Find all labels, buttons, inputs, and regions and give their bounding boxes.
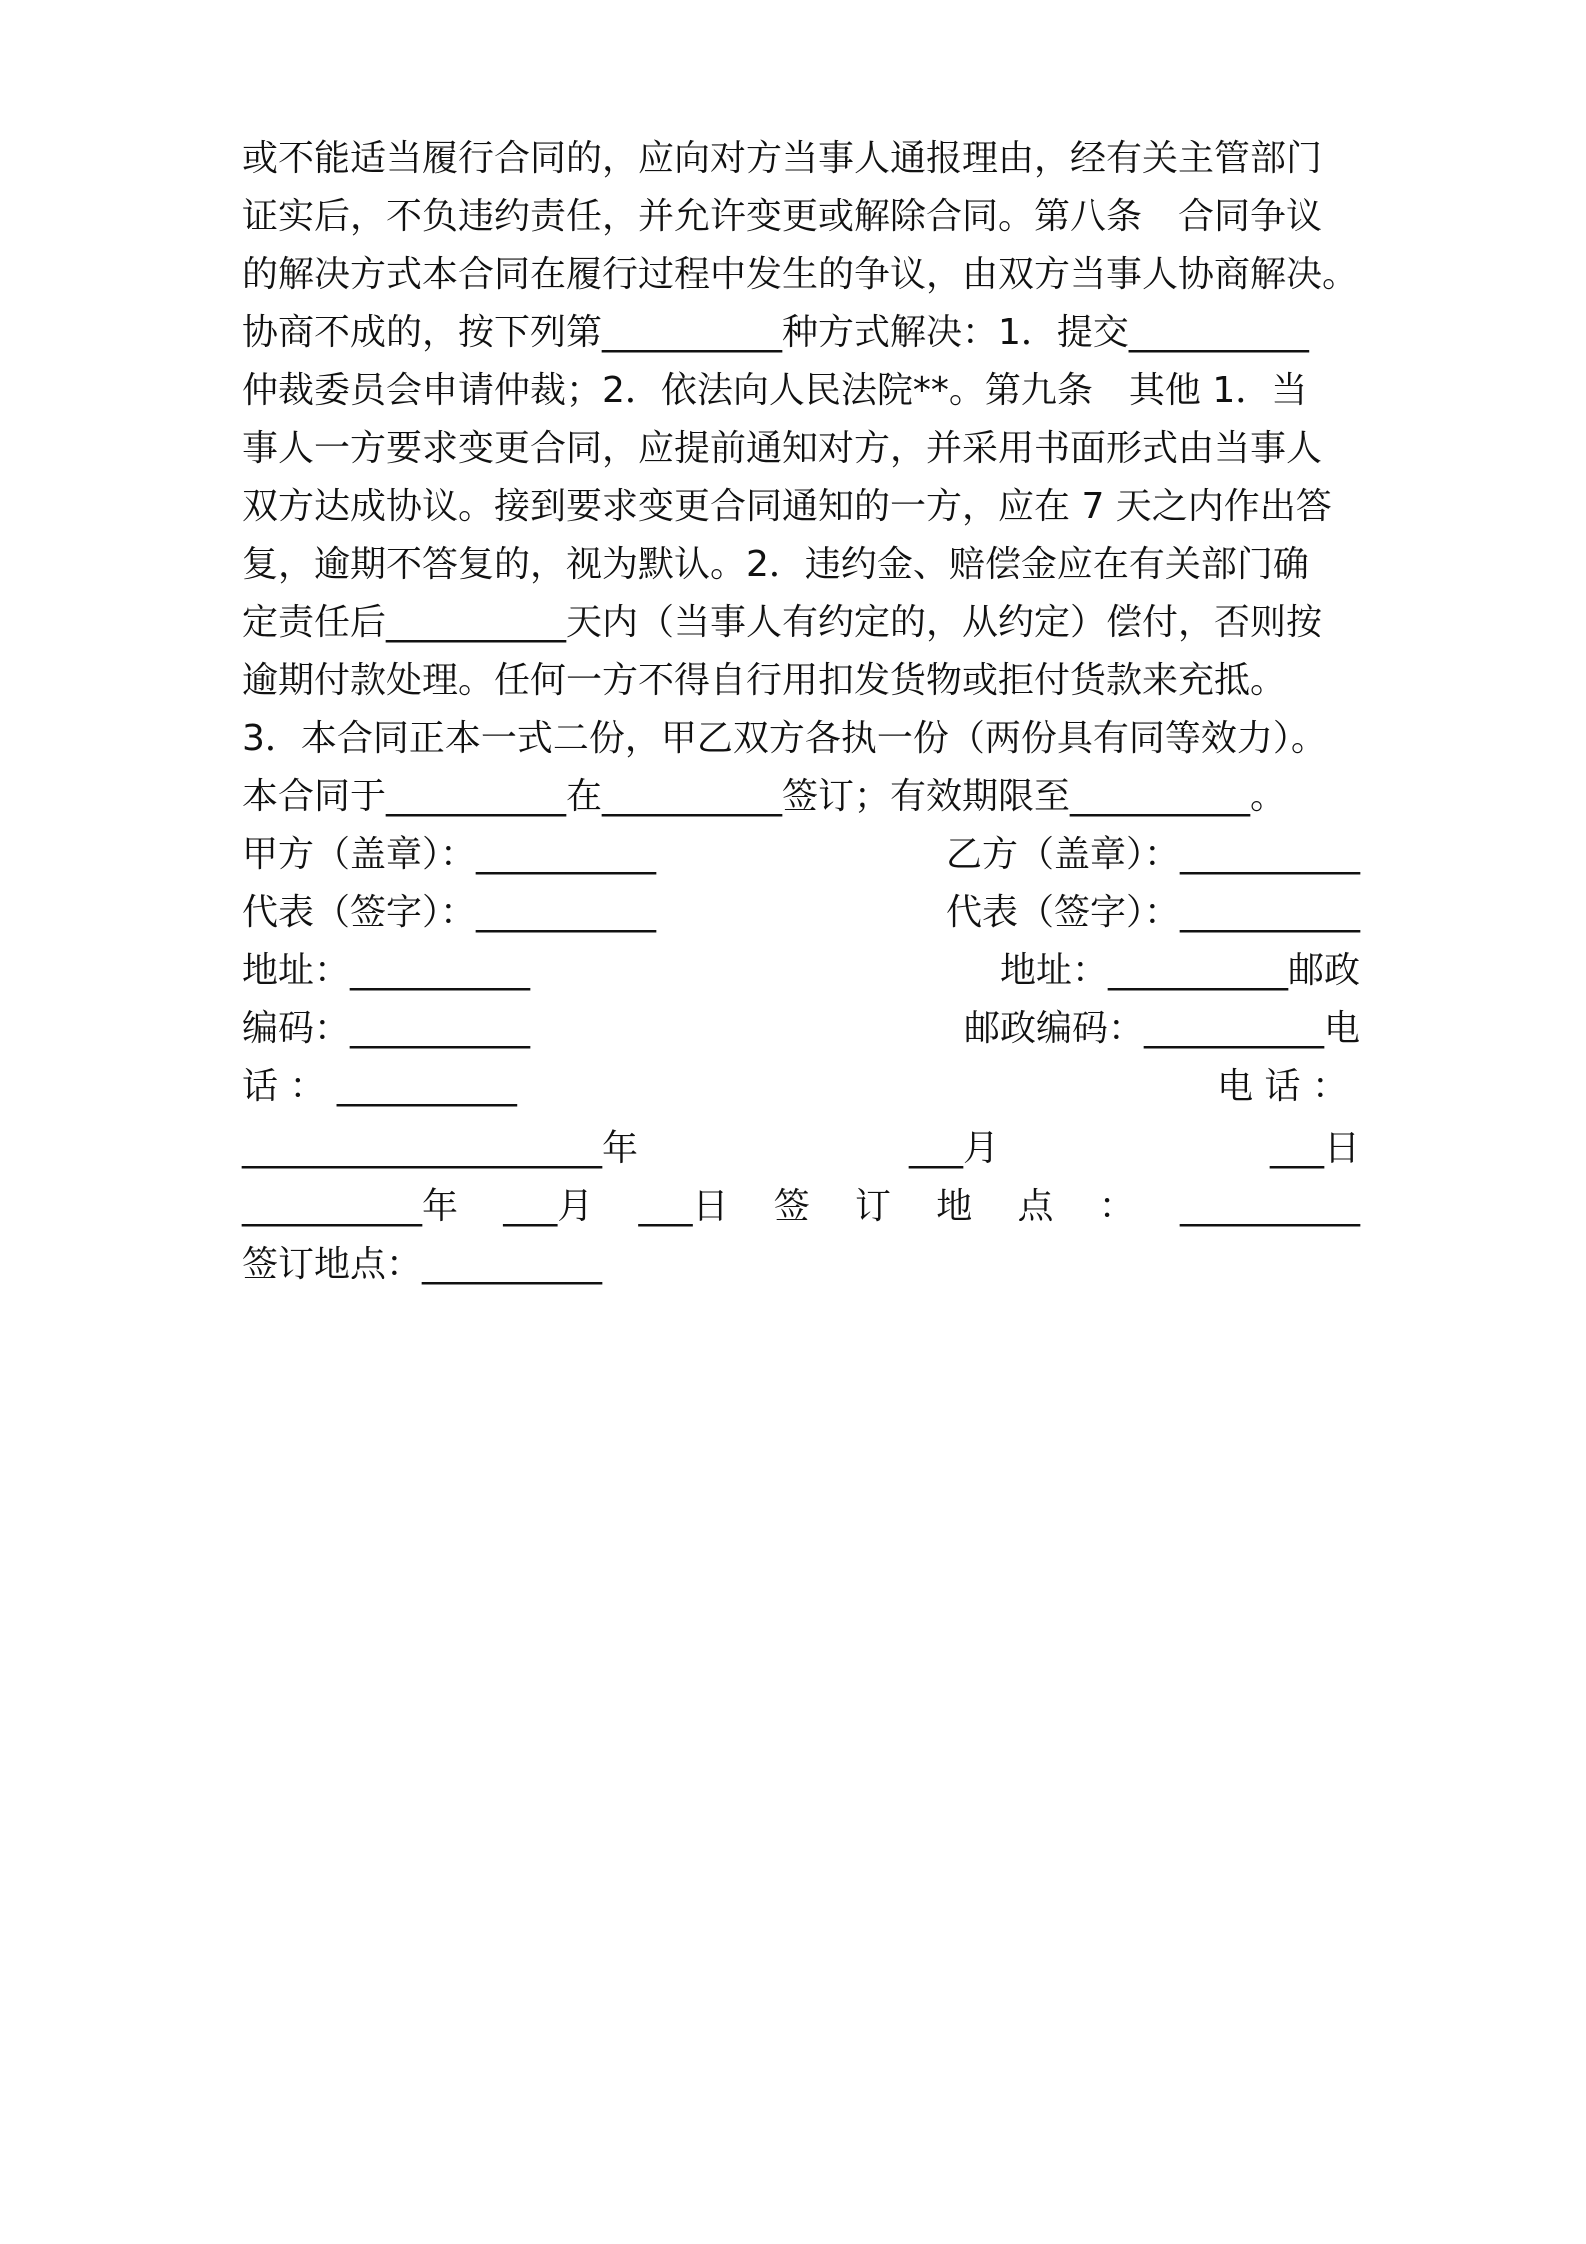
party-b-postcode-field: 邮政编码：__________电: [963, 1008, 1360, 1049]
party-a-seal-field: 甲方（盖章）：__________: [242, 834, 657, 875]
month-blank: ___月: [908, 1128, 999, 1169]
signing-place-char-3: 地: [936, 1186, 973, 1227]
paragraph-line-12: 本合同于__________在__________签订；有效期限至__________。: [242, 776, 1287, 817]
party-a-representative-field: 代表（签字）：__________: [242, 892, 657, 933]
date-and-signing-place-line: [242, 1177, 1360, 1237]
signing-place-char-2: 订: [855, 1186, 892, 1227]
paragraph-line-7: 双方达成协议。接到要求变更合同通知的一方，应在 7 天之内作出答: [242, 486, 1332, 527]
signing-place-colon: ：: [1098, 1186, 1135, 1227]
paragraph-line-1: 或不能适当履行合同的，应向对方当事人通报理由，经有关主管部门: [242, 138, 1323, 179]
paragraph-line-5: 仲裁委员会申请仲裁；2．依法向人民法院**。第九条 其他 1．当: [242, 370, 1308, 411]
year-blank: ____________________年: [242, 1128, 638, 1169]
party-b-phone-field: 电 话 ：: [1217, 1066, 1348, 1107]
month-blank-2: ___月: [503, 1186, 594, 1227]
paragraph-line-2: 证实后，不负违约责任，并允许变更或解除合同。第八条 合同争议: [242, 196, 1323, 237]
paragraph-line-3: 的解决方式本合同在履行过程中发生的争议，由双方当事人协商解决。: [242, 254, 1359, 295]
party-b-representative-field: 代表（签字）：__________: [945, 892, 1360, 933]
party-a-address-field: 地址：__________: [242, 950, 531, 991]
paragraph-line-6: 事人一方要求变更合同，应提前通知对方，并采用书面形式由当事人: [242, 428, 1323, 469]
signing-place-char-4: 点: [1017, 1186, 1054, 1227]
day-blank-2: ___日: [638, 1186, 729, 1227]
party-b-seal-field: 乙方（盖章）：__________: [945, 834, 1360, 875]
paragraph-line-8: 复，逾期不答复的，视为默认。2．违约金、赔偿金应在有关部门确: [242, 544, 1309, 585]
paragraph-line-11: 3．本合同正本一式二份，甲乙双方各执一份（两份具有同等效力）。: [242, 718, 1327, 759]
party-a-phone-field: 话 ： __________: [242, 1066, 517, 1107]
signing-place-blank: __________: [1180, 1186, 1360, 1227]
year-blank-2: __________年: [242, 1186, 459, 1227]
day-blank: ___日: [1269, 1128, 1360, 1169]
paragraph-line-4: 协商不成的，按下列第__________种方式解决：1．提交__________: [242, 312, 1309, 353]
party-a-postcode-field: 编码：__________: [242, 1008, 531, 1049]
signing-place-field: 签订地点：__________: [242, 1244, 603, 1285]
date-line-party-a: [242, 1119, 1360, 1179]
party-b-address-field: 地址：__________邮政: [999, 950, 1360, 991]
signing-place-char-1: 签: [773, 1186, 810, 1227]
paragraph-line-10: 逾期付款处理。任何一方不得自行用扣发货物或拒付货款来充抵。: [242, 660, 1287, 701]
paragraph-line-9: 定责任后__________天内（当事人有约定的，从约定）偿付，否则按: [242, 602, 1323, 643]
